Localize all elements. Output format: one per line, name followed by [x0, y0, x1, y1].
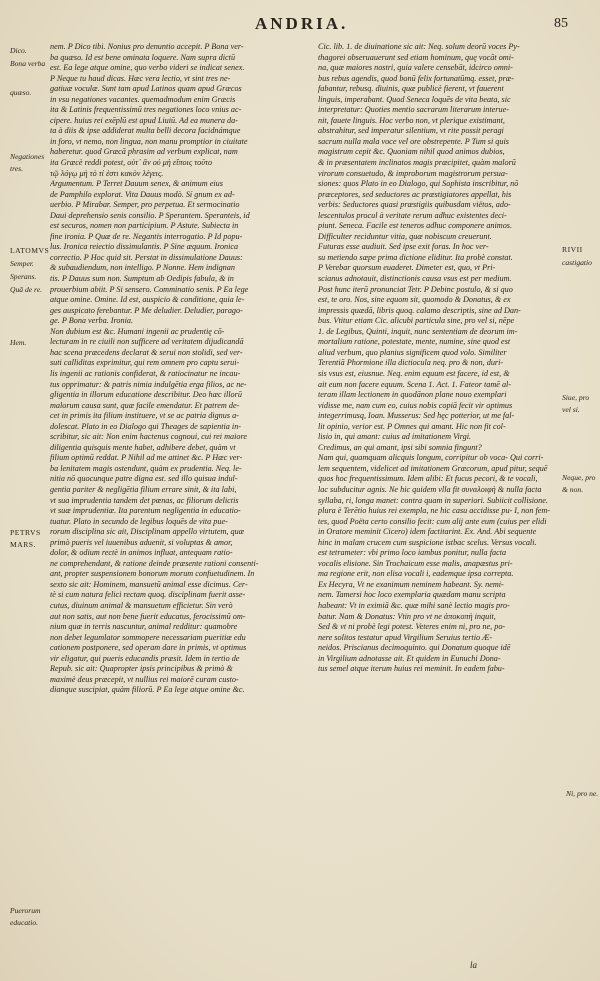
- text-line: vocalis elisione. Sin Trochaicum esse malis, anapæstus pri-: [318, 558, 513, 568]
- text-line: thagorei obseruauerunt sed etiam hominum, quę vocāt omi-: [318, 52, 514, 62]
- text-line: & subaudiendum, non intelligo. P Nonne. Hem indignan: [50, 263, 235, 273]
- text-line: interpretatur: Quoties mentio sacrarum literarum interue-: [318, 105, 509, 115]
- text-line: Repub. sic ait: Quapropter ipsis principibus & primò &: [50, 664, 233, 674]
- text-line: Daui deprehensio senis consilio. P Sperantem. Speranteis, id: [50, 210, 250, 220]
- text-line: prouerbium abiit. P Si sensero. Comminatio senis. P Ea lege: [50, 284, 249, 294]
- text-line: P Verebar quorsum euaderet. Dimeter est, quo, vt Pri-: [318, 263, 496, 273]
- text-line: nem. P Dico tibi. Nonius pro denuntio accepit. P Bona ver-: [50, 42, 244, 51]
- text-line: malorum causa sunt, quæ facile emendatur. Et patrem de-: [50, 400, 240, 410]
- margin-note: & non.: [562, 485, 584, 494]
- margin-note: castigatio: [562, 258, 592, 267]
- text-line: lis ingenii ac rationis confiderat, & ratiocinatur ne incau-: [50, 368, 241, 378]
- text-line: impressis quædā, libris quoq. calamo descriptis, sine ad Dan-: [318, 305, 521, 315]
- text-line: ba quæso. Id est bene ominata loquere. Nam supra dictū: [50, 52, 236, 62]
- page-header: [0, 14, 600, 36]
- text-line: vt suæ imprudentiæ. Ita parentum negligentia in educatio-: [50, 506, 241, 516]
- text-line: scribitur, sic ait: Non enim hactenus cognoui, cui rei maiore: [50, 432, 248, 442]
- text-line: rorum disciplina sic ait, Disciplinam appello virtutem, quæ: [50, 527, 245, 537]
- text-line: Non dubium est &c. Humani ingenii ac prudentię cō-: [50, 326, 225, 336]
- text-line: dolor, & odium rectè in animos influat, antequam ratio-: [50, 548, 233, 558]
- text-line: Credimus, an qui amant, ipsi sibi somnia fingunt?: [318, 442, 482, 452]
- text-line: haberetur. quod Græcā phrasim ad verbum explicat, nam: [50, 147, 238, 157]
- text-line: aliud verbum, quo planius significem quod volo. Similiter: [318, 347, 507, 357]
- text-line: verbis: Seductores quasi præstigiis quibusdam viëtos, ado-: [318, 200, 511, 210]
- text-line: Post hunc iterū pronunciat Tetr. P Debinc postulo, & si quo: [318, 284, 513, 294]
- margin-note: MARS.: [10, 540, 36, 549]
- text-line: Terentiā Phormione illa dictiocula neq. pro & non, duri-: [318, 358, 504, 368]
- text-line: correctio. P Hoc quid sit. Perstat in dissimulatione Dauus:: [50, 252, 243, 262]
- text-line: ita Græcè reddi potest, οὐτ᾽ ἂν οὐ μὴ εἴποις τοῦτο: [50, 158, 213, 168]
- text-line: dolescat. Plato in eo Dialogo qui Theages de sapientia in-: [50, 421, 242, 431]
- text-line: vt sua imprudentia tandem det pœnas, ac filiorum delictis: [50, 495, 239, 505]
- text-line: dianque suscipiat, quàm filiorū. P Ea lege atque omine &c.: [50, 685, 245, 695]
- text-line: de Pamphilo explorat. Vita Dauus modò. Sí gnum ex ad-: [50, 189, 235, 199]
- text-line: 1. de Legibus, Quinti, inquit, nunc sententiam de deorum im-: [318, 326, 518, 336]
- text-line: primò pueris vel iuuenibus aduenit, si voluptas & amor,: [50, 537, 233, 547]
- text-line: bus. Vtitur etiam Cic. alicubi particula sine, pro vel si, nēpe: [318, 316, 515, 326]
- text-line: vir eligatur, qui pueris educandis præsit. Idem in tertio de: [50, 653, 240, 663]
- text-line: lescentulos procul à veritate rerum adhuc existentes deci-: [318, 210, 507, 220]
- text-line: Nam qui, quamquam alicquis longum, corripitur ob voca- Qui corri-: [318, 453, 544, 463]
- text-line: ne comprehendant, & ratione deinde præsente rationi consenti-: [50, 558, 259, 568]
- text-line: batur. Nam & Donatus: Vtin pro vt ne ἀποκοπὴ inquit,: [318, 611, 496, 621]
- text-line: ant, propter suspensionem bonorum morum confuetudinem. In: [50, 569, 255, 579]
- text-line: syllaba, ri, longa manet: contra quam in superiori. Subiicit collisione.: [318, 495, 548, 505]
- text-line: sis vsus est, eiusnue. Neq. enim equum est facere, id est, &: [318, 368, 510, 378]
- text-line: diligentia quisquis mente habet, adhibere debet, quàm vt: [50, 442, 236, 452]
- text-line: na, quæ maiores nostri, quia valere censebāt, idcirco omni-: [318, 63, 513, 73]
- catchword: la: [470, 960, 478, 970]
- text-line: non debet legumlator sommopere necessariam pueritiæ edu: [50, 632, 246, 642]
- text-line: Sed & vt ni probè legi potest. Veteres enim ni, pro ne, po-: [318, 622, 506, 632]
- text-line: sacrum nulla mala voce vel ore obstrepente. P Tum si quis: [318, 136, 509, 146]
- text-line: est tetrameter: vbi primo loco iambus ponitur, nulla facta: [318, 548, 507, 558]
- text-line: fabantur, rebusq. diuinis, quæ publicè fierent, vt fauerent: [318, 84, 504, 94]
- text-line: P Neque tu haud dicas. Hæc vera lectio, vt sint tres ne-: [50, 73, 231, 83]
- text-line: tè si cum natura felici rectam quoq. disciplinam fuerit asse-: [50, 590, 246, 600]
- text-line: in Oratore meminit Cicero) idem factitarint. Ex. And. Abi sequente: [318, 527, 537, 537]
- text-line: habeant: Vt in eximiā &c. quæ mihi sanè lectio magis pro-: [318, 600, 510, 610]
- text-line: cipere. huius rei exēplū est apud Liuiū. Ad ea munera da-: [50, 115, 238, 125]
- text-line: linguis, imperabant. Quod Seneca loquēs de vita beata, sic: [318, 94, 511, 104]
- text-line: cet in primis ita filium instituere, vt se ac patria dignus a-: [50, 411, 239, 421]
- text-line: ma regione erit, non elisa vocali i, eademque ipsa correpta.: [318, 569, 514, 579]
- text-line: ba lenitatem magis ostendunt, quàm ex prudentia. Neq. le-: [50, 463, 242, 473]
- text-line: Ex Hecyra, Vt ne exanimum neminem habeant. Sy. nemi-: [318, 579, 504, 589]
- text-line: integerrimusq, Ioan. Musserus: Sed hęc potterior, ut me fal-: [318, 411, 515, 421]
- text-line: atque omine. Omine. Id est, auspicio & conditione, quia le-: [50, 295, 245, 305]
- text-line: gentia pariter & negligētia filium errare sinit, & ita labi,: [50, 484, 237, 494]
- text-line: ta à diis & ipse addiderat multa belli decora facidnámque: [50, 126, 241, 136]
- text-line: hac scena præcedens declarat & serui non stolidi, sed ver-: [50, 347, 243, 357]
- text-line: nem. Tamersi hoc loco exemplaria quædam manu scripta: [318, 590, 506, 600]
- text-line: in vsu negationes vacantes. quemadmodum enim Græcis: [50, 94, 236, 104]
- text-line: abstrahitur, sed imperatur silentium, vt rite possit peragi: [318, 126, 504, 136]
- text-line: lecturam in re ciuili non sufficere ad veritatem dijudicandā: [50, 337, 244, 347]
- text-line: lisio in, qui amant: cuius ad imitationem Virgi.: [318, 432, 472, 442]
- text-line: magistrum cepit &c. Quoniam nihil quod animos dubios,: [318, 147, 505, 157]
- margin-note: LATOMVS: [10, 246, 50, 255]
- margin-note: Negationes: [10, 152, 45, 161]
- text-line: tes, quod Poëta certo consilio fecit: cum alij ante eum (cuius per elidi: [318, 516, 547, 526]
- text-line: filium optimū reddat. P Nihil ad me attinet &c. P Hæc ver-: [50, 453, 243, 463]
- text-line: lem sequentem, videlicet ad imitationem Græcorum, apud pitur, sequē: [318, 463, 548, 473]
- text-line: cutus, diuinum animal & mansuetum efficietur. Sin verò: [50, 600, 233, 610]
- text-line: nit, fauete linguis. Hoc verbo non, vt plerique existimant,: [318, 115, 505, 125]
- text-line: maximè deus præcepit, vt nullius rei maiorē curam custo-: [50, 674, 239, 684]
- text-line: Argumentum. P Terret Dauum senex, & animum eius: [50, 179, 223, 189]
- text-line: siones: quos Plato in eo Dialogo, qui Sophista inscribitur, nō: [318, 179, 519, 189]
- text-line: gatiuæ voculæ. Sunt tam apud Latinos quam apud Græcos: [50, 84, 242, 94]
- text-line: hinc in malam crucem cum suspicione istbac scelus. Versus vocali.: [318, 537, 537, 547]
- text-line: neidos. Priscianus decimoquinto. qui Donatum quoque idē: [318, 643, 511, 653]
- text-line: ita & Latinis frequentissimū tres negationes loco vnius ac-: [50, 105, 242, 115]
- text-line: est securos, nomen non participium. P Astute. Subiecta in: [50, 221, 239, 231]
- margin-note: Siue, pro: [562, 393, 590, 402]
- text-line: suti calliditas exprimitur, qui rem omnem pro captu serui-: [50, 358, 240, 368]
- text-line: piunt. Seneca. Facile est teneros adhuc componere animos.: [318, 221, 513, 231]
- text-line: ges auspicato ferebantur. P Me deludier. Deludier, parago-: [50, 305, 243, 315]
- text-line: nitia nō quocunque patre digna est. sed illo quisua indul-: [50, 474, 238, 484]
- text-line: mortalium ratione, potestate, mente, numine, sine quod est: [318, 337, 511, 347]
- page-number: 85: [554, 16, 568, 31]
- text-line: su metiendo sæpe prima dictione eliditur. Ita probè constat.: [318, 252, 513, 262]
- margin-note: Semper.: [10, 259, 34, 268]
- text-line: fine ironia. P Quæ de re. Negantis interrogatio. P Id popu-: [50, 231, 243, 241]
- margin-note: Hem.: [10, 338, 27, 347]
- text-line: τῷ λόγῳ μὴ τὸ τί ἐστι κακὸν λέγεις.: [50, 168, 164, 178]
- text-line: Futuras esse audiuit. Sed ipse exit foras. In hoc ver-: [318, 242, 489, 252]
- text-line: uerbio. P Mirabar. Semper, pro perpetua. Et sermocinatio: [50, 200, 240, 210]
- text-line: est, te oro. Nos, sine equom sit, quomodo & Donatus, & ex: [318, 295, 511, 305]
- margin-note: educatio.: [10, 918, 39, 927]
- text-line: nere solitos testatur apud Virgilium Seruius tertio Æ-: [318, 632, 493, 642]
- text-line: lit opinio, verior est. P Omnes qui amant. Hic non fit col-: [318, 421, 506, 431]
- margin-note: vel si.: [562, 405, 580, 414]
- margin-note: Quā de re.: [10, 285, 42, 294]
- margin-note: quæso.: [10, 88, 32, 97]
- margin-note: tres.: [10, 164, 24, 173]
- margin-note: Ni, pro ne.: [566, 789, 599, 798]
- text-line: tus semel atque iterum huius rei meminit. In eadem fabu-: [318, 664, 505, 674]
- text-line: in foro, vt nemo, non lingua, non manu promptior in ciuitate: [50, 136, 248, 146]
- text-line: scianus adnotauit, distinctionis causa vsus est per medium.: [318, 274, 512, 284]
- margin-note: Dico.: [10, 46, 27, 55]
- text-line: Cic. lib. 1. de diuinatione sic ait: Neq. solum deorū voces Py-: [318, 42, 520, 51]
- text-line: gligentia in illorum educatione describitur. Deo hæc illorū: [50, 390, 242, 400]
- text-line: lus. Ironica reiectio dissimulantis. P Sine æquum. Ironica: [50, 242, 239, 252]
- right-text-column: [318, 42, 558, 675]
- running-head: ANDRIA.: [255, 14, 349, 33]
- margin-note: Bona verba: [10, 59, 46, 68]
- text-line: in Virgilium adnotasse ait. Et quidem in Eunuchi Dona-: [318, 653, 501, 663]
- text-line: tuatur. Plato in secundo de legibus loquēs de vita pue-: [50, 516, 228, 526]
- margin-note: Puerorum: [10, 906, 41, 915]
- margin-note: Sperans.: [10, 272, 37, 281]
- text-line: cationem postponere, sed operam dare in primis, vt optimus: [50, 643, 247, 653]
- margin-note: Neque, pro: [562, 473, 596, 482]
- text-line: aut non satis, aut non bene fuerit educatus, ferocissimū om-: [50, 611, 246, 621]
- text-line: tis. P Dauus sum non. Sumptum ab Oedipis fabula, & in: [50, 274, 234, 284]
- left-text-column: [50, 42, 303, 696]
- text-line: ait eum non facere equum. Scena 1. Act. 1. Fateor tamē al-: [318, 379, 512, 389]
- text-line: virorum consuetudo, & improborum magistrorum persua-: [318, 168, 508, 178]
- text-line: lac subducitur agnis. Ne hic quidem vlla fit συναλοιφὴ & nulla facta: [318, 484, 542, 494]
- text-line: præceptores, sed seductores ac præstigiatores appellat, his: [318, 189, 512, 199]
- text-line: vidisse me, nam cum eo, cuius nobis copiā fecit vir optimus: [318, 400, 513, 410]
- text-line: ge. P Bona verba. Ironia.: [50, 316, 133, 326]
- text-line: & in præsentatem inclinatos magis præcipitet, quàm malorū: [318, 158, 516, 168]
- text-line: tus opprimatur: & patris nimia indulgētia erga filios, ac ne-: [50, 379, 247, 389]
- text-line: teram illam lectionem in quodānon plane nouo exemplari: [318, 390, 507, 400]
- text-line: nium quæ in terris nascuntur, animal redditur: quamobre: [50, 622, 238, 632]
- margin-note: RIVII: [562, 245, 583, 254]
- text-line: est. Ea lege atque omine, quo verbo videri se indicat senex.: [50, 63, 245, 73]
- text-line: sexto sic ait: Hominem, mansuetū animal esse dicimus. Cer-: [50, 579, 248, 589]
- text-line: Difficulter reciduntur vitia, quæ nobiscum creuerunt.: [318, 231, 492, 241]
- text-line: bus rebus agendis, quod bonū felix fortunatūmq. esset, præ-: [318, 73, 514, 83]
- text-line: quos hoc frequentissimum. Idem alibi: Et fucus pecori, & te vocali,: [318, 474, 538, 484]
- text-line: plura è Terētio huius rei exempla, ne hic casu accidisse pu- I, non fem-: [318, 506, 551, 516]
- margin-note: PETRVS: [10, 528, 41, 537]
